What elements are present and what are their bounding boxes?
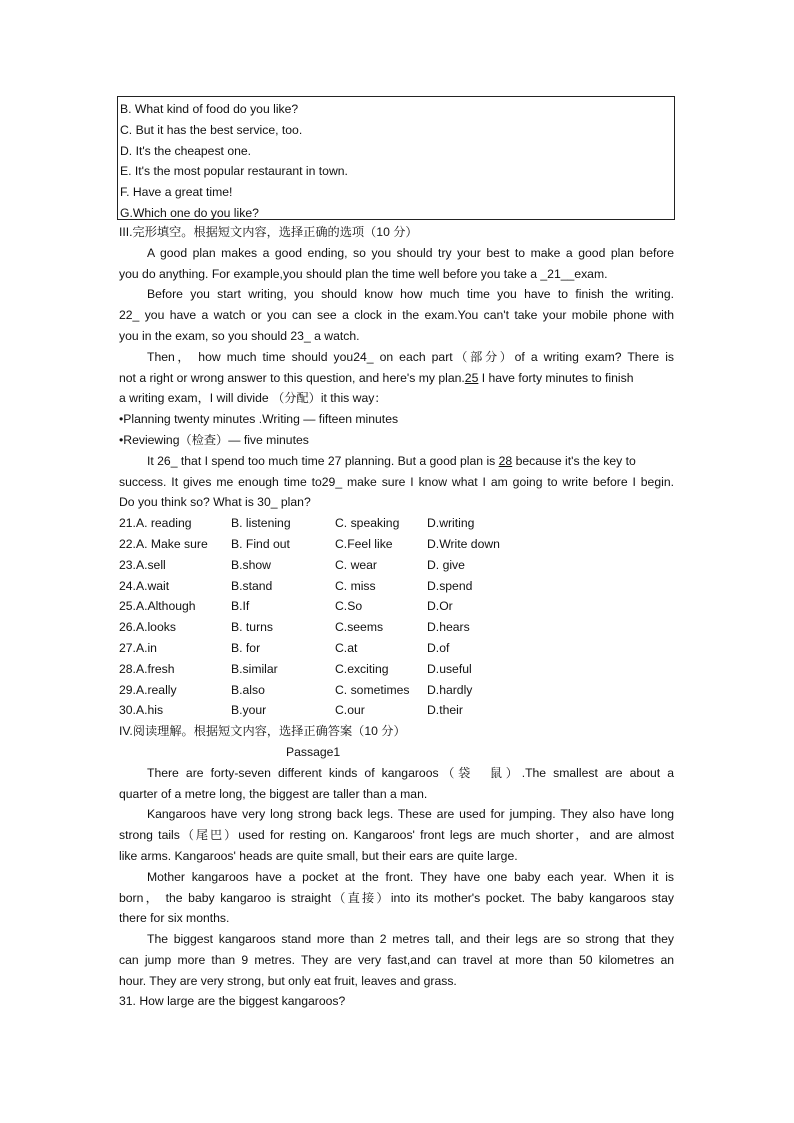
option-e: E. It's the most popular restaurant in town. [120, 164, 348, 179]
choice-c: C. wear [335, 557, 377, 572]
choice-a: 30.A.his [119, 703, 164, 718]
choice-c: C.Feel like [335, 536, 393, 551]
cloze-line: 22_ you have a watch or you can see a clock in the exam.You can't take your mobile phone with [119, 308, 674, 323]
choice-b: B. Find out [231, 536, 290, 551]
cloze-text: It 26_ that I spend too much time 27 planning. But a good plan is [147, 453, 499, 468]
blank-28: 28 [498, 453, 513, 468]
choice-a: 28.A.fresh [119, 661, 175, 676]
cloze-line: Then， how much time should you24_ on each part（部分）of a writing exam? There is [147, 349, 674, 364]
cloze-text: because it's the key to [512, 453, 636, 468]
passage-title: Passage1 [286, 744, 341, 759]
option-g: G.Which one do you like? [120, 205, 259, 220]
question-31: 31. How large are the biggest kangaroos? [119, 994, 346, 1009]
passage-line: like arms. Kangaroos' heads are quite small, but their ears are quite large. [119, 848, 518, 863]
plan-item-2: •Reviewing（检查）— five minutes [119, 432, 309, 447]
choice-d: D.spend [427, 578, 473, 593]
choice-row [119, 680, 674, 701]
option-f: F. Have a great time! [120, 185, 233, 200]
choice-b: B. turns [231, 620, 273, 635]
cloze-text: I have forty minutes to finish [478, 370, 634, 385]
option-d: D. It's the cheapest one. [120, 143, 252, 158]
cloze-line: you in the exam, so you should 23_ a watch. [119, 328, 360, 343]
choice-d: D.Write down [427, 536, 500, 551]
cloze-line: Before you start writing, you should know how much time you have to finish the writing. [147, 287, 674, 302]
choice-d: D.Or [427, 599, 453, 614]
passage-line: there for six months. [119, 911, 230, 926]
choice-d: D.hears [427, 620, 470, 635]
choice-a: 21.A. reading [119, 516, 192, 531]
choice-a: 25.A.Although [119, 599, 196, 614]
section4-heading: IV.阅读理解。根据短文内容，选择正确答案（10 分） [119, 724, 406, 739]
choice-c: C.exciting [335, 661, 389, 676]
passage-line: Kangaroos have very long strong back legs. These are used for jumping. They also have long [147, 807, 674, 822]
blank-25: 25 [464, 370, 479, 385]
passage-line: There are forty-seven different kinds of kangaroos（袋 鼠）.The smallest are about a [147, 765, 674, 780]
choice-a: 23.A.sell [119, 557, 166, 572]
choice-c: C.seems [335, 620, 384, 635]
choice-row [119, 513, 674, 534]
choice-b: B.stand [231, 578, 273, 593]
passage-line: hour. They are very strong, but only eat fruit, leaves and grass. [119, 973, 457, 988]
choice-c: C.our [335, 703, 365, 718]
passage-line: The biggest kangaroos stand more than 2 metres tall, and their legs are so strong that they [147, 932, 674, 947]
option-c: C. But it has the best service, too. [120, 122, 303, 137]
choice-b: B. for [231, 640, 261, 655]
choice-b: B.If [231, 599, 250, 614]
choice-a: 22.A. Make sure [119, 536, 208, 551]
choice-row [119, 576, 674, 597]
choice-b: B.similar [231, 661, 278, 676]
cloze-line: a writing exam，I will divide （分配）it this way： [119, 391, 387, 406]
cloze-line: you do anything. For example,you should plan the time well before you take a _21__exam. [119, 266, 608, 281]
options-box [117, 96, 675, 220]
passage-line: can jump more than 9 metres. They are very fast,and can travel at more than 50 kilometres an [119, 952, 674, 967]
choice-c: C. sometimes [335, 682, 410, 697]
option-b: B. What kind of food do you like? [120, 102, 299, 116]
cloze-line [119, 451, 674, 472]
choice-d: D.hardly [427, 682, 473, 697]
cloze-line: success. It gives me enough time to29_ make sure I know what I am going to write before I begin. [119, 474, 674, 489]
choice-b: B. listening [231, 516, 291, 531]
choice-a: 24.A.wait [119, 578, 170, 593]
choice-a: 29.A.really [119, 682, 177, 697]
choice-row [119, 534, 674, 555]
choice-c: C. speaking [335, 516, 400, 531]
passage-line: strong tails（尾巴）used for resting on. Kangaroos' front legs are much shorter，and are almost [119, 828, 674, 843]
choice-c: C. miss [335, 578, 376, 593]
choice-c: C.at [335, 640, 358, 655]
passage-line: born， the baby kangaroo is straight（直接）into its mother's pocket. The baby kangaroos stay [119, 890, 674, 905]
plan-item-1: •Planning twenty minutes .Writing — fifteen minutes [119, 412, 399, 427]
choice-row [119, 700, 674, 721]
cloze-line [119, 368, 674, 389]
choice-row [119, 638, 674, 659]
choice-d: D.of [427, 640, 450, 655]
choice-d: D.writing [427, 516, 475, 531]
main-content [119, 222, 674, 1012]
choice-row [119, 596, 674, 617]
choice-row [119, 617, 674, 638]
choice-c: C.So [335, 599, 363, 614]
choice-d: D. give [427, 557, 465, 572]
choice-row [119, 555, 674, 576]
choice-b: B.your [231, 703, 267, 718]
cloze-line: A good plan makes a good ending, so you should try your best to make a good plan before [147, 245, 674, 260]
choice-d: D.useful [427, 661, 472, 676]
cloze-text: not a right or wrong answer to this question, and here's my plan. [119, 370, 465, 385]
section3-heading: III.完形填空。根据短文内容，选择正确的选项（10 分） [119, 225, 418, 239]
choice-b: B.also [231, 682, 265, 697]
choice-a: 26.A.looks [119, 620, 176, 635]
choice-row [119, 659, 674, 680]
passage-line: Mother kangaroos have a pocket at the front. They have one baby each year. When it is [147, 869, 674, 884]
cloze-line: Do you think so? What is 30_ plan? [119, 495, 311, 510]
passage-line: quarter of a metre long, the biggest are taller than a man. [119, 786, 428, 801]
choice-a: 27.A.in [119, 640, 157, 655]
choice-b: B.show [231, 557, 271, 572]
choice-d: D.their [427, 703, 463, 718]
